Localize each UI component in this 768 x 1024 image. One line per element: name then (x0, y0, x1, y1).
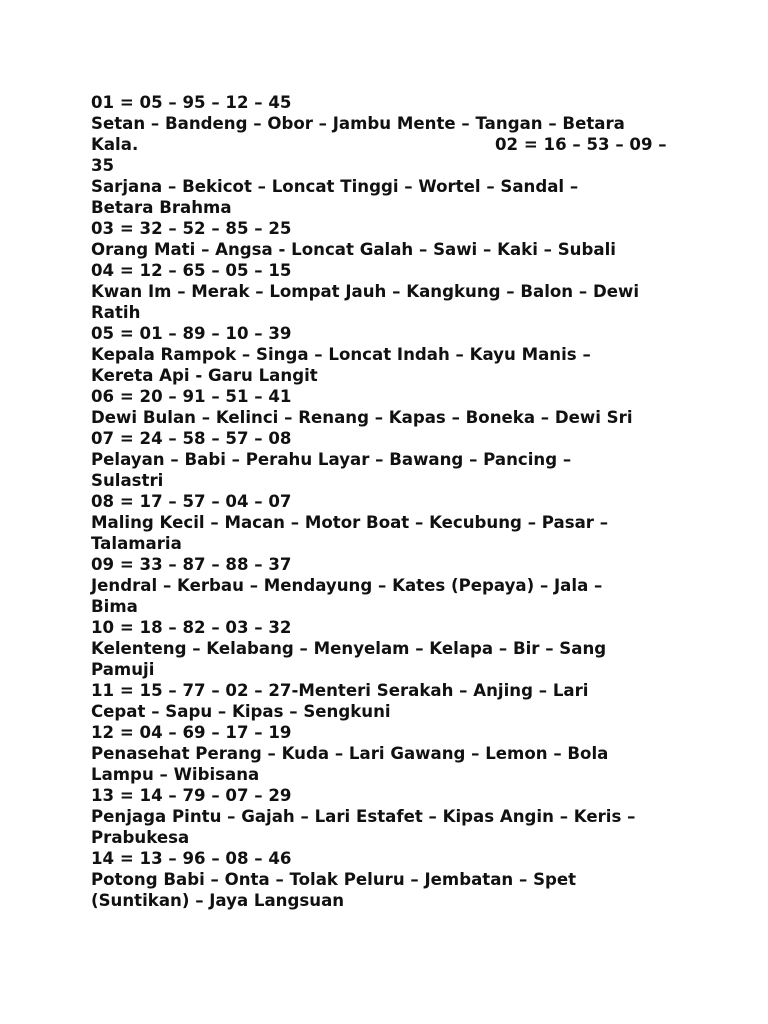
entry-13-desc-line: Penjaga Pintu – Gajah – Lari Estafet – Kipas Angin – Keris – (91, 807, 636, 826)
entry-14-desc-line: Potong Babi – Onta – Tolak Peluru – Jembatan – Spet (91, 870, 577, 889)
entry-04-number-line: 04 = 12 – 65 – 05 – 15 (91, 261, 292, 280)
entry-12-desc-continuation: Lampu – Wibisana (91, 765, 260, 784)
entry-04-desc-line: Kwan Im – Merak – Lompat Jauh – Kangkung – Balon – Dewi (91, 282, 640, 301)
entry-10-desc-line: Kelenteng – Kelabang – Menyelam – Kelapa – Bir – Sang (91, 639, 607, 658)
entry-11-desc-line: Cepat – Sapu – Kipas – Sengkuni (91, 702, 391, 721)
entry-07-number-line: 07 = 24 – 58 – 57 – 08 (91, 429, 292, 448)
entry-03-desc-line: Orang Mati – Angsa - Loncat Galah – Sawi – Kaki – Subali (91, 240, 616, 259)
entry-01-02-shared-line (91, 134, 691, 155)
entry-08-desc-line: Maling Kecil – Macan – Motor Boat – Kecubung – Pasar – (91, 513, 609, 532)
entry-03-number-line: 03 = 32 – 52 – 85 – 25 (91, 219, 292, 238)
entry-06-desc-line: Dewi Bulan – Kelinci – Renang – Kapas – Boneka – Dewi Sri (91, 408, 633, 427)
entry-04-desc-continuation: Ratih (91, 303, 141, 322)
entry-12-number-line: 12 = 04 – 69 – 17 – 19 (91, 723, 292, 742)
entry-02-desc-continuation: Betara Brahma (91, 198, 232, 217)
entry-01-desc-continuation: Kala. (91, 135, 139, 154)
entry-07-desc-line: Pelayan – Babi – Perahu Layar – Bawang – Pancing – (91, 450, 572, 469)
entry-02-number-line: 02 = 16 – 53 – 09 – (495, 135, 667, 154)
entry-10-desc-continuation: Pamuji (91, 660, 155, 679)
entry-14-number-line: 14 = 13 – 96 – 08 – 46 (91, 849, 292, 868)
entry-14-desc-continuation: (Suntikan) – Jaya Langsuan (91, 891, 345, 910)
entry-13-number-line: 13 = 14 – 79 – 07 – 29 (91, 786, 292, 805)
entry-07-desc-continuation: Sulastri (91, 471, 164, 490)
entry-09-number-line: 09 = 33 – 87 – 88 – 37 (91, 555, 292, 574)
entry-01-number-line: 01 = 05 – 95 – 12 – 45 (91, 93, 292, 112)
entry-09-desc-line: Jendral – Kerbau – Mendayung – Kates (Pepaya) – Jala – (91, 576, 603, 595)
entry-05-number-line: 05 = 01 – 89 – 10 – 39 (91, 324, 292, 343)
entry-02-desc-line: Sarjana – Bekicot – Loncat Tinggi – Wortel – Sandal – (91, 177, 579, 196)
entry-09-desc-continuation: Bima (91, 597, 138, 616)
entry-10-number-line: 10 = 18 – 82 – 03 – 32 (91, 618, 292, 637)
entry-05-desc-line: Kepala Rampok – Singa – Loncat Indah – Kayu Manis – (91, 345, 591, 364)
entry-11-number-line: 11 = 15 – 77 – 02 – 27-Menteri Serakah – Anjing – Lari (91, 681, 589, 700)
entry-13-desc-continuation: Prabukesa (91, 828, 190, 847)
entry-12-desc-line: Penasehat Perang – Kuda – Lari Gawang – Lemon – Bola (91, 744, 609, 763)
entry-08-desc-continuation: Talamaria (91, 534, 182, 553)
number-list-text (91, 92, 691, 911)
entry-06-number-line: 06 = 20 – 91 – 51 – 41 (91, 387, 292, 406)
entry-01-desc-line: Setan – Bandeng – Obor – Jambu Mente – Tangan – Betara (91, 114, 625, 133)
entry-08-number-line: 08 = 17 – 57 – 04 – 07 (91, 492, 292, 511)
entry-05-desc-continuation: Kereta Api - Garu Langit (91, 366, 318, 385)
entry-02-number-continuation: 35 (91, 156, 115, 175)
